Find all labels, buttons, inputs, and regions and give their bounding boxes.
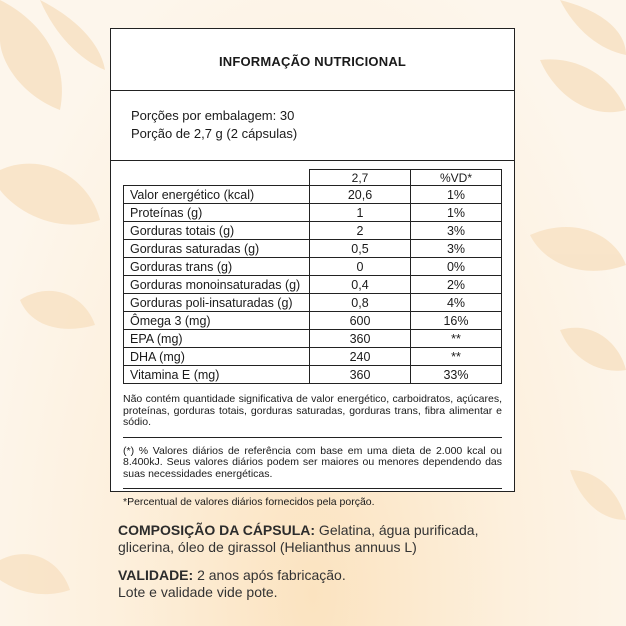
nutrient-amount: 240	[310, 348, 411, 366]
validity-block	[118, 567, 346, 601]
nutrition-table	[123, 169, 502, 384]
note-insignificant: Não contém quantidade significativa de valor energético, carboidratos, açúcares, proteínas, gorduras totais, gorduras saturadas, gorduras trans, fibra alimentar e sódio.	[123, 393, 502, 428]
nutrient-name: Gorduras monoinsaturadas (g)	[124, 276, 310, 294]
validity-label: VALIDADE:	[118, 567, 194, 583]
table-row	[124, 186, 502, 204]
note-daily-values: (*) % Valores diários de referência com base em uma dieta de 2.000 kcal ou 8.400kJ. Seus valores diários podem ser maiores ou menores dependendo das suas necessidades energéticas.	[123, 444, 502, 480]
nutrient-amount: 1	[310, 204, 411, 222]
composition-label: COMPOSIÇÃO DA CÁPSULA:	[118, 522, 316, 538]
table-row	[124, 204, 502, 222]
nutrient-dv: 3%	[411, 222, 502, 240]
header-amount: 2,7	[310, 170, 411, 186]
nutrient-name: EPA (mg)	[124, 330, 310, 348]
nutrient-amount: 0,4	[310, 276, 411, 294]
nutrient-amount: 360	[310, 330, 411, 348]
nutrient-dv: 3%	[411, 240, 502, 258]
nutrient-name: Vitamina E (mg)	[124, 366, 310, 384]
note-percentual: *Percentual de valores diários fornecidos pela porção.	[123, 496, 375, 508]
nutrient-amount: 0,8	[310, 294, 411, 312]
nutrient-name: Gorduras saturadas (g)	[124, 240, 310, 258]
table-row	[124, 366, 502, 384]
nutrient-dv: 4%	[411, 294, 502, 312]
table-row	[124, 276, 502, 294]
validity-text-2: Lote e validade vide pote.	[118, 584, 278, 600]
nutrient-name: Ômega 3 (mg)	[124, 312, 310, 330]
composition-text-2: glicerina, óleo de girassol (Helianthus annuus L)	[118, 539, 417, 555]
nutrient-name: DHA (mg)	[124, 348, 310, 366]
nutrient-name: Gorduras totais (g)	[124, 222, 310, 240]
nutrient-dv: 16%	[411, 312, 502, 330]
nutrient-dv: **	[411, 330, 502, 348]
composition-block	[118, 522, 479, 556]
header-dv: %VD*	[411, 170, 502, 186]
servings-info	[111, 91, 514, 161]
nutrient-dv: **	[411, 348, 502, 366]
validity-text: 2 anos após fabricação.	[193, 567, 346, 583]
table-row	[124, 240, 502, 258]
header-empty-cell	[124, 170, 310, 186]
nutrient-amount: 0,5	[310, 240, 411, 258]
table-row	[124, 348, 502, 366]
nutrition-facts-label	[110, 28, 515, 508]
nutrient-amount: 360	[310, 366, 411, 384]
nutrient-amount: 2	[310, 222, 411, 240]
nutrient-name: Proteínas (g)	[124, 204, 310, 222]
serving-size: Porção de 2,7 g (2 cápsulas)	[131, 126, 298, 141]
nutrient-dv: 0%	[411, 258, 502, 276]
label-title: INFORMAÇÃO NUTRICIONAL	[111, 29, 514, 91]
nutrient-amount: 0	[310, 258, 411, 276]
nutrient-name: Valor energético (kcal)	[124, 186, 310, 204]
nutrient-dv: 33%	[411, 366, 502, 384]
nutrient-amount: 20,6	[310, 186, 411, 204]
nutrition-rows	[124, 186, 502, 384]
servings-per-pack: Porções por embalagem: 30	[131, 108, 295, 123]
table-row	[124, 258, 502, 276]
composition-text: Gelatina, água purificada,	[315, 522, 479, 538]
nutrient-dv: 1%	[411, 186, 502, 204]
table-row	[124, 312, 502, 330]
table-row	[124, 330, 502, 348]
nutrient-amount: 600	[310, 312, 411, 330]
table-row	[124, 294, 502, 312]
nutrient-dv: 1%	[411, 204, 502, 222]
nutrient-name: Gorduras poli-insaturadas (g)	[124, 294, 310, 312]
table-row	[124, 222, 502, 240]
nutrient-name: Gorduras trans (g)	[124, 258, 310, 276]
table-header-row	[124, 170, 502, 186]
nutrient-dv: 2%	[411, 276, 502, 294]
